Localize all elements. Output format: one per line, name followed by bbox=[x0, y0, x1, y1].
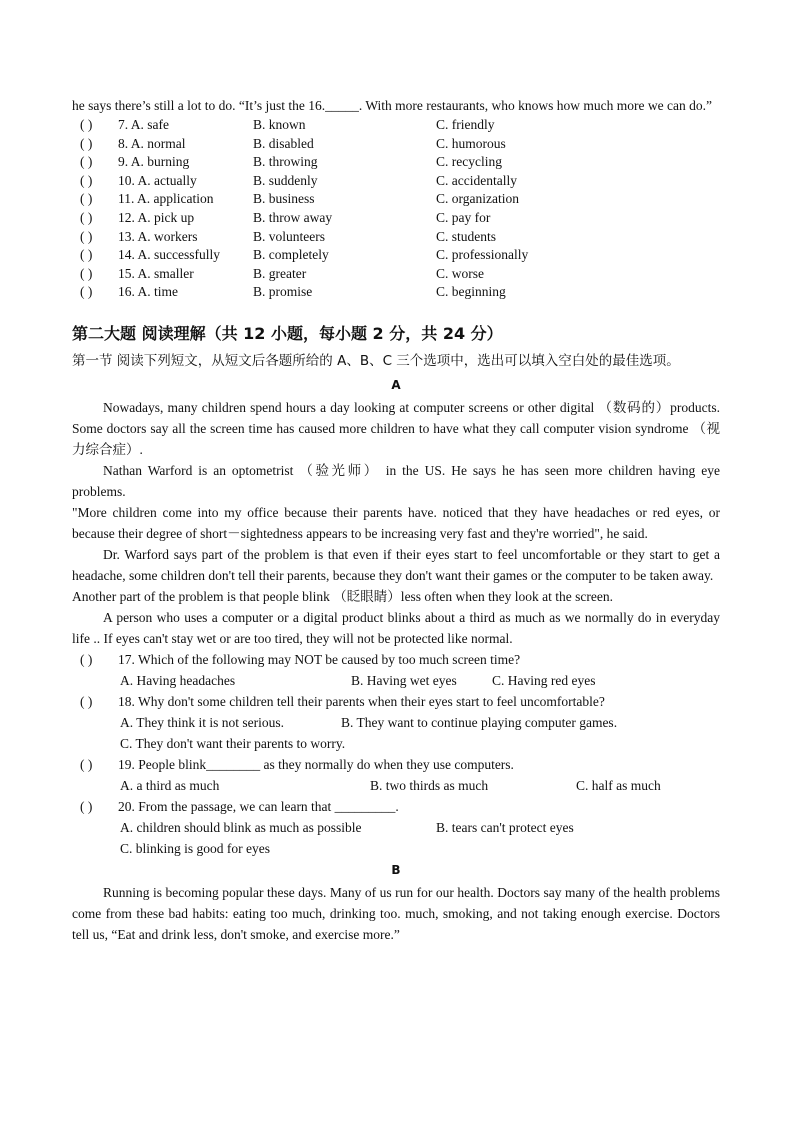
option-b: B. completely bbox=[253, 247, 329, 263]
option-row bbox=[72, 134, 720, 153]
choice-b: B. Having wet eyes bbox=[351, 672, 457, 688]
passage-paragraph: Nowadays, many children spend hours a day looking at computer screens or other digital （数码的）products. Some doctors say all the screen time has caused more children to have what they call computer vision syndrome （视力综合症）. bbox=[72, 399, 720, 457]
option-b: B. disabled bbox=[253, 135, 314, 151]
choice-a: A. children should blink as much as possible bbox=[120, 819, 362, 835]
worksheet-page bbox=[72, 96, 720, 945]
option-row bbox=[72, 115, 720, 134]
choice-a: A. a third as much bbox=[120, 777, 220, 793]
answer-blank[interactable]: ( ) bbox=[80, 135, 93, 151]
option-c: C. humorous bbox=[436, 135, 506, 151]
answer-blank[interactable]: ( ) bbox=[80, 651, 93, 667]
section-title: 第二大题 阅读理解（共 12 小题，每小题 2 分，共 24 分） bbox=[72, 323, 503, 343]
section-instruction: 第一节 阅读下列短文，从短文后各题所给的 A、B、C 三个选项中，选出可以填入空白处的最佳选项。 bbox=[72, 352, 680, 369]
option-c: C. recycling bbox=[436, 154, 502, 170]
answer-blank[interactable]: ( ) bbox=[80, 154, 93, 170]
question-20 bbox=[72, 796, 720, 817]
answer-blank[interactable]: ( ) bbox=[80, 265, 93, 281]
option-a: 8. A. normal bbox=[118, 135, 186, 151]
option-a: 12. A. pick up bbox=[118, 209, 195, 225]
choice-b: B. tears can't protect eyes bbox=[436, 819, 574, 835]
answer-blank[interactable]: ( ) bbox=[80, 117, 93, 132]
option-c: C. pay for bbox=[436, 209, 491, 225]
option-a: 11. A. application bbox=[118, 191, 214, 207]
option-c: C. professionally bbox=[436, 247, 529, 263]
option-a: 13. A. workers bbox=[118, 228, 198, 244]
passage-paragraph: Nathan Warford is an optometrist （验光师） in the US. He says he has seen more children having eye problems. bbox=[72, 462, 720, 499]
question-stem: 20. From the passage, we can learn that _________. bbox=[118, 798, 399, 814]
choice-a: A. They think it is not serious. bbox=[120, 714, 284, 730]
choice-c: C. blinking is good for eyes bbox=[120, 840, 270, 856]
choices-20 bbox=[72, 817, 720, 838]
answer-blank[interactable]: ( ) bbox=[80, 172, 93, 188]
choice-c: C. They don't want their parents to worry. bbox=[120, 735, 346, 751]
option-c: C. worse bbox=[436, 265, 484, 281]
option-b: B. suddenly bbox=[253, 172, 318, 188]
option-a: 9. A. burning bbox=[118, 154, 190, 170]
question-18 bbox=[72, 691, 720, 712]
option-row bbox=[72, 208, 720, 227]
option-b: B. known bbox=[253, 117, 306, 132]
passage-b-label: B bbox=[391, 862, 401, 877]
answer-blank[interactable]: ( ) bbox=[80, 228, 93, 244]
choices-17 bbox=[72, 670, 720, 691]
option-c: C. accidentally bbox=[436, 172, 517, 188]
answer-blank[interactable]: ( ) bbox=[80, 798, 93, 814]
choices-19 bbox=[72, 775, 720, 796]
option-row bbox=[72, 171, 720, 190]
option-row bbox=[72, 245, 720, 264]
passage-paragraph: Running is becoming popular these days. Many of us run for our health. Doctors say many of the health problems come from these bad habits: eating too much, drinking too. much, smoking, and not taking enough exercise. Doctors tell us, “Eat and drink less, don't smoke, and exercise more.” bbox=[72, 884, 720, 942]
option-a: 7. A. safe bbox=[118, 117, 169, 132]
option-b: B. volunteers bbox=[253, 228, 325, 244]
choice-b: B. two thirds as much bbox=[370, 777, 489, 793]
answer-blank[interactable]: ( ) bbox=[80, 191, 93, 207]
answer-blank[interactable]: ( ) bbox=[80, 284, 93, 300]
question-17 bbox=[72, 649, 720, 670]
answer-blank[interactable]: ( ) bbox=[80, 693, 93, 709]
option-c: C. students bbox=[436, 228, 497, 244]
option-row bbox=[72, 264, 720, 283]
answer-blank[interactable]: ( ) bbox=[80, 756, 93, 772]
option-c: C. beginning bbox=[436, 284, 506, 300]
option-row bbox=[72, 152, 720, 171]
question-19 bbox=[72, 754, 720, 775]
option-b: B. business bbox=[253, 191, 315, 207]
passage-paragraph: A person who uses a computer or a digital product blinks about a third as much as we normally do in everyday life .. If eyes can't stay wet or are too tired, they will not be protected like normal. bbox=[72, 609, 720, 646]
choice-c: C. Having red eyes bbox=[492, 672, 596, 688]
passage-paragraph: Another part of the problem is that people blink （眨眼睛）less often when they look at the screen. bbox=[72, 588, 613, 604]
choices-20-cont bbox=[72, 838, 720, 859]
option-row bbox=[72, 189, 720, 208]
option-row bbox=[72, 282, 720, 301]
option-b: B. greater bbox=[253, 265, 307, 281]
cloze-options bbox=[72, 115, 720, 301]
question-stem: 18. Why don't some children tell their parents when their eyes start to feel uncomfortable? bbox=[118, 693, 605, 709]
answer-blank[interactable]: ( ) bbox=[80, 209, 93, 225]
question-stem: 19. People blink________ as they normally do when they use computers. bbox=[118, 756, 514, 772]
choices-18 bbox=[72, 712, 720, 733]
option-a: 16. A. time bbox=[118, 284, 178, 300]
passage-a-label: A bbox=[391, 377, 401, 392]
option-c: C. friendly bbox=[436, 117, 495, 132]
choice-b: B. They want to continue playing computer games. bbox=[341, 714, 618, 730]
option-c: C. organization bbox=[436, 191, 519, 207]
option-a: 15. A. smaller bbox=[118, 265, 194, 281]
option-b: B. throwing bbox=[253, 154, 318, 170]
choice-a: A. Having headaches bbox=[120, 672, 236, 688]
option-b: B. promise bbox=[253, 284, 313, 300]
choices-18-cont bbox=[72, 733, 720, 754]
passage-paragraph: Dr. Warford says part of the problem is that even if their eyes start to feel uncomfortable or they start to get a headache, some children don't tell their parents, because they don't want their games or the computer to be taken away. bbox=[72, 546, 720, 583]
answer-blank[interactable]: ( ) bbox=[80, 247, 93, 263]
cloze-passage-ending: he says there’s still a lot to do. “It’s just the 16._____. With more restaurants, who knows how much more we can do.” bbox=[72, 98, 712, 113]
option-b: B. throw away bbox=[253, 209, 333, 225]
question-stem: 17. Which of the following may NOT be caused by too much screen time? bbox=[118, 651, 521, 667]
choice-c: C. half as much bbox=[576, 777, 661, 793]
option-a: 14. A. successfully bbox=[118, 247, 220, 263]
option-a: 10. A. actually bbox=[118, 172, 197, 188]
option-row bbox=[72, 227, 720, 246]
passage-paragraph: "More children come into my office because their parents have. noticed that they have headaches or red eyes, or because their degree of short－sightedness appears to be increasing very fast and they're worried", he said. bbox=[72, 504, 720, 541]
